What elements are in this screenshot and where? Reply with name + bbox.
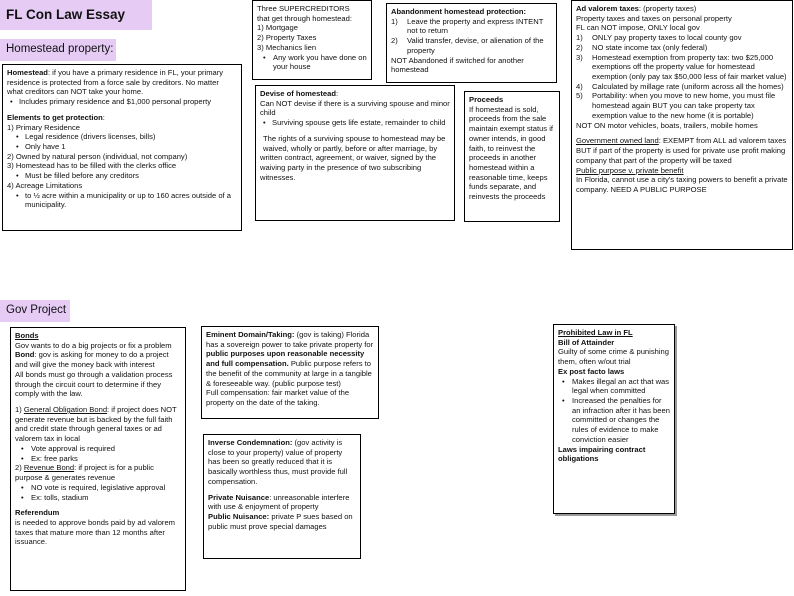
element-3: 3) Homestead has to be filled with the clerks office — [7, 161, 177, 171]
elements-heading: Elements to get protection — [7, 112, 103, 122]
bullet: • Must be filled before any creditors — [16, 171, 139, 181]
bullet: • Increased the penalties for an infraction after it has been committed or changes the rules of evidence to make conviction easier — [562, 396, 670, 444]
prohibited-law-box — [553, 324, 675, 514]
element-4: 4) Acreage Limitations — [7, 180, 83, 190]
bonds-heading: Bonds — [15, 331, 39, 340]
contract-clause-heading: Laws impairing contract obligations — [558, 444, 646, 464]
text-line: Property taxes and taxes on personal property — [576, 13, 732, 23]
bullet: • Legal residence (drivers licenses, bills) — [16, 132, 156, 142]
section-gov-project: Gov Project — [0, 300, 70, 322]
text-line: 2) Property Taxes — [257, 33, 317, 43]
proceeds-text: If homestead is sold, proceeds from the sale maintain exempt status if owner intends, in good faith, to reinvest the proceeds in another homestead within a reasonable time, keeps funds separate, and reinvests the proceeds — [469, 104, 553, 202]
section-homestead: Homestead property: — [0, 39, 116, 61]
list-item: 1) Leave the property and express INTENT not to return — [391, 16, 544, 36]
list-item: 3) Homestead exemption from property tax: two $25,000 exemptions off the property value for homestead exemption (only pay tax $50,000 less of fair market value) — [576, 52, 787, 82]
text-line: NOT ON motor vehicles, boats, trailers, mobile homes — [576, 120, 758, 130]
abandonment-box — [386, 3, 557, 83]
abandonment-footnote: NOT Abandoned if switched for another homestead — [391, 55, 524, 75]
homestead-box: Homestead: if you have a primary residence in FL, your primary residence is protected from a force sale by creditors. No matter what creditors can NOT take your home. • Includes primary residence and $1,000 personal property Elements to get protection: 1) Primary Residence • Legal residence (drivers licenses, bills) • Only have 1 2) Owned by natural person (individual, not company) 3) Homestead has to be filled with the clerks office • Must be filled before any creditors 4) Acreage Limitations • to ½ acre within a municipality or up to 160 acres outside of a municipality. — [2, 64, 242, 231]
supercreditors-heading: Three SUPERCREDITORS — [257, 4, 350, 13]
list-item: 1) ONLY pay property taxes to local county gov — [576, 33, 742, 43]
bullet: • Any work you have done on your house — [263, 52, 367, 72]
element-1: 1) Primary Residence — [7, 122, 81, 132]
bullet: • Makes illegal an act that was legal when committed — [562, 376, 670, 396]
public-purpose-heading: Public purpose v. private benefit — [576, 165, 684, 175]
proceeds-box — [464, 91, 560, 222]
bullet: • Vote approval is required — [21, 443, 116, 453]
element-2: 2) Owned by natural person (individual, not company) — [7, 151, 188, 161]
list-item: 2) NO state income tax (only federal) — [576, 42, 708, 52]
text-line: is needed to approve bonds paid by ad valorem taxes that mature more than 12 months after issuance. — [15, 517, 175, 547]
bullet: • Ex: tolls, stadium — [21, 492, 89, 502]
page-title: FL Con Law Essay — [0, 0, 152, 30]
gov-owned-heading: Government owned land — [576, 136, 659, 146]
bullet: • Ex: free parks — [21, 453, 78, 463]
devise-heading: Devise of homestead — [260, 89, 336, 98]
inverse-condemnation-box: Inverse Condemnation: (gov activity is close to your property) value of property has been so greatly reduced that it is basically worthless thus, must provide full compensation. Private Nuisance: unreasonable interfere with use & enjoyment of property Public Nuisance: private P sues based on public must prove special damages — [203, 434, 361, 559]
ad-valorem-box: Ad valorem taxes: (property taxes) Property taxes and taxes on personal property FL can NOT impose, ONLY local gov 1) ONLY pay property taxes to local county gov 2) NO state income tax (only federal) 3) Homestead exemption from property tax: two $25,000 exemptions off the property value for homestead exemption (only pay tax $50,000 less of fair market value) 4) Calculated by millage rate (uniform across all the homes) 5) Portability: when you move to new home, you must file homestead again BUT you can take property tax exemption value to the new home (it is portable) NOT ON motor vehicles, boats, trailers, mobile homes Government owned land: EXEMPT from ALL ad valorem taxes BUT if part of the property is used for private use profit making company that part of the property will be taxed Public purpose v. private benefit In Florida, cannot use a city's taxing powers to benefit a private company. NEED A PUBLIC PURPOSE — [571, 0, 793, 250]
text-line: Guilty of some crime & punishing them, often w/out trial — [558, 347, 669, 367]
revenue-bond-heading: Revenue Bond — [23, 463, 75, 473]
text-line: that get through homestead: — [257, 13, 352, 23]
private-nuisance-heading: Private Nuisance — [208, 492, 270, 502]
bullet: • Only have 1 — [16, 142, 66, 152]
bond-term: Bond — [15, 350, 35, 360]
bill-of-attainder-heading: Bill of Attainder — [558, 337, 615, 347]
prohibited-law-heading: Prohibited Law in FL — [558, 328, 633, 337]
homestead-heading: Homestead — [7, 68, 48, 77]
text-line: 1) Mortgage — [257, 23, 298, 33]
text-line: written contract, agreement, or waiver, signed by the waiving party in the presence of two subscribing witnesses. — [260, 153, 437, 182]
inverse-condemnation-heading: Inverse Condemnation: — [208, 438, 293, 447]
list-item: 5) Portability: when you move to new home, you must file homestead again BUT you can take property tax exemption value to the new home (it is portable) — [576, 91, 776, 120]
text-line: In Florida, cannot use a city's taxing powers to benefit a private company. NEED A PUBLIC PURPOSE — [576, 175, 788, 194]
abandonment-heading: Abandonment homestead protection: — [391, 7, 527, 16]
referendum-heading: Referendum — [15, 508, 60, 518]
homestead-intro: : if you have a primary residence in FL, your primary residence is protected from a force sale by creditors. No matter what creditors can NOT take your home. — [7, 68, 224, 97]
text-line: Full compensation: fair market value of the property on the date of the taking. — [206, 388, 350, 408]
bullet: • NO vote is required, legislative approval — [21, 482, 166, 492]
text-line: Gov wants to do a big projects or fix a problem — [15, 340, 172, 350]
text-line: All bonds must go through a validation process through the circuit court to determine if they comply with the law. — [15, 369, 173, 399]
list-item: 4) Calculated by millage rate (uniform across all the homes) — [576, 81, 784, 91]
general-obligation-bond-heading: General Obligation Bond — [23, 405, 108, 415]
text-line: FL can NOT impose, ONLY local gov — [576, 23, 700, 33]
public-nuisance-heading: Public Nuisance: — [208, 512, 270, 522]
ad-valorem-heading: Ad valorem taxes — [576, 4, 639, 13]
bonds-box: Bonds Gov wants to do a big projects or fix a problem Bond: gov is asking for money to do a project and will give the money back with interest All bonds must go through a validation process through the circuit court to determine if they comply with the law. 1) General Obligation Bond: if project does NOT generate revenue but is backed by the full faith and credit state through general taxes or ad valorem tax in local • Vote approval is required • Ex: free parks 2) Revenue Bond: if project is for a public purpose & generates revenue • NO vote is required, legislative approval • Ex: tolls, stadium Referendum is needed to approve bonds paid by ad valorem taxes that mature more than 12 months after issuance. — [10, 327, 186, 591]
ex-post-facto-heading: Ex post facto laws — [558, 366, 625, 376]
text-line: Can NOT devise if there is a surviving spouse and minor child — [260, 98, 450, 118]
supercreditors-box — [252, 0, 372, 80]
devise-box: Devise of homestead: Can NOT devise if there is a surviving spouse and minor child • Surviving spouse gets life estate, remainder to child The rights of a surviving spouse to homestead may be waived, wholly or partly, before or after marriage, by written contract, agreement, or waiver, signed by the waiving party in the presence of two subscribing witnesses. — [255, 85, 455, 221]
text-line: The rights of a surviving spouse to homestead may be waived, wholly or partly, before or after marriage, by — [263, 133, 446, 153]
list-item: 2) Valid transfer, devise, or alienation of the property — [391, 36, 544, 55]
text-line: 3) Mechanics lien — [257, 42, 317, 52]
bullet: • Surviving spouse gets life estate, remainder to child — [263, 118, 446, 128]
bullet: • to ½ acre within a municipality or up to 160 acres outside of a municipality. — [16, 190, 231, 210]
eminent-domain-heading: Eminent Domain/Taking: — [206, 330, 295, 339]
bullet: • Includes primary residence and $1,000 personal property — [10, 97, 212, 107]
eminent-domain-box: Eminent Domain/Taking: (gov is taking) Florida has a sovereign power to take private property for public purposes upon reasonable necessity and full compensation. Public purpose refers to the benefit of the community at large in a tangible & foreseeable way. (public purpose test) Full compensation: fair market value of the property on the date of the taking. — [201, 326, 379, 419]
proceeds-heading: Proceeds — [469, 95, 504, 104]
